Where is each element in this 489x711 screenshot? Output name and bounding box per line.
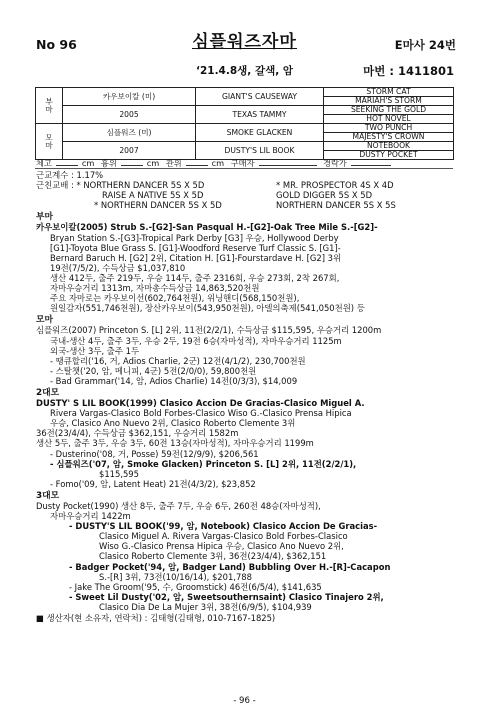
catalog-body [36,170,456,623]
sire-line: 자마우승거리 1313m, 자마총수득상금 14,863,520천원 [50,283,260,294]
gen3-1: STORM CAT [324,88,454,97]
inbreeding-item: * NORTHERN DANCER 5S X 5D [76,180,205,191]
third-dam-line: - DUSTY'S LIL BOOK('99, 암, Notebook) Clasico Accion De Gracias- [69,521,378,532]
birth-info: ‘21.4.8생, 갈색, 암 [195,65,294,77]
dam-name: 심플워즈 (미) [63,124,196,142]
price-blank [351,158,391,166]
horse-title-text: 심플워즈자마 [192,32,297,52]
second-dam-line: $115,595 [99,468,139,479]
gen3-5: TWO PUNCH [324,124,454,133]
sire-dam: TEXAS TAMMY [196,106,324,124]
buyer-blank [259,158,317,166]
dam-section-heading: 모마 [36,315,53,326]
inbreeding-item: GOLD DIGGER 5S X 5D [276,190,373,201]
chest-blank [56,158,78,166]
second-dam-line: Rivera Vargas-Clasico Bold Forbes-Clasico Wiso G.-Clasico Prensa Hipica [50,408,352,419]
gen3-6: MAJESTY'S CROWN [324,133,454,142]
sire-line: Bryan Station S.-[G3]-Tropical Park Derby [G3] 우승, Hollywood Derby [50,232,339,243]
dam-role: 모 마 [36,124,63,160]
page-header [0,0,489,90]
buyer-label: 구매자 [230,158,255,168]
second-dam-line: 36전(23/4/4), 수득상금 $362,151, 우승거리 1582m [36,428,239,439]
cm-label-1: cm [81,158,95,168]
catalog-number: No 96 [36,37,77,52]
dam-line: - 땡큐할리('16, 거, Adios Charlie, 2군) 12전(4/1/2), 230,700천원 [50,355,306,366]
sire-sire: GIANT'S CAUSEWAY [196,88,324,106]
inbreeding-coefficient: 근교계수 : 1.17% [36,170,104,180]
dam-sire: SMOKE GLACKEN [196,124,324,142]
third-dam-line: - Badger Pocket('94, 암, Badger Land) Bubbling Over H.-[R]-Cacapon [69,561,391,572]
page-number: - 96 - [233,696,256,706]
third-dam-line: Clasico Roberto Clemente 3위, 36전(23/4/4), $362,151 [99,551,327,562]
third-dam-line: Dusty Pocket(1990) 생산 8두, 출주 7두, 우승 6두, 260전 48승(자마성적), [36,501,321,511]
dam-line: 심플워즈(2007) Princeton S. [L] 2위, 11전(2/2/1), 수득상금 $115,595, 우승거리 1200m [36,325,382,336]
dam-line: 국내-생산 4두, 출주 3두, 우승 2두, 19전 6승(자마성적), 자마우승거리 1125m [50,335,342,346]
horse-number: 마번 : 1411801 [363,64,454,78]
dam-line: 외국-생산 3두, 출주 1두 [50,345,140,356]
third-dam-line: - Sweet Lil Dusty('02, 암, Sweetsouthernsaint) Clasico Tinajero 2위, [69,591,384,602]
inbreeding-label: 근친교배 : [36,180,77,191]
chest-label: 체고 [36,158,52,168]
inbreeding-item: RAISE A NATIVE 5S X 5D [102,190,204,201]
second-dam-line: - Dusterino('08, 거, Posse) 59전(12/9/9), $206,561 [50,448,259,459]
gen3-8: DUSTY POCKET [324,151,454,160]
dam-line: - 스탈챗('20, 암, 메니피, 4군) 5전(2/0/0), 59,800천원 [50,365,257,376]
gen3-3: SEEKING THE GOLD [324,106,454,115]
producer-info: ■ 생산자(현 소유자, 연락처) : 김태형(김태형, 010-7167-1825) [36,613,276,624]
girth-label: 흉위 [100,158,117,168]
third-dam-line: Wiso G.-Clasico Prensa Hipica 우승, Clasico Ano Nuevo 2위, [99,541,344,552]
sire-line: 원일감자(551,746천원), 장산카우보이(543,950천원), 아델의축제(541,050천원) 등 [50,303,365,314]
divider [35,168,453,169]
sire-year: 2005 [63,106,196,124]
inbreeding-row-1 [36,180,456,190]
second-dam-line: - Fomo('09, 암, Latent Heat) 21전(4/3/2), $23,852 [50,478,256,489]
third-dam-line: 자마우승거리 1422m [50,511,131,522]
dam-line: - Bad Grammar('14, 암, Adios Charlie) 14전(0/3/3), $14,009 [50,375,298,386]
inbreeding-item: * MR. PROSPECTOR 4S X 4D [276,180,394,191]
pedigree-table [35,87,454,160]
second-dam-line: DUSTY' S LIL BOOK(1999) Clasico Accion De Gracias-Clasico Miguel A. [36,398,365,409]
cannon-label: 관위 [165,158,182,168]
price-label: 경락가 [323,158,347,168]
third-dam-line: Clasico Miguel A. Rivera Vargas-Clasico Bold Forbes-Clasico [99,531,348,542]
dam-year: 2007 [63,142,196,160]
sire-line: 카우보이칼(2005) Strub S.-[G2]-San Pasqual H.-[G2]-Oak Tree Mile S.-[G2]- [36,222,378,233]
second-dam-line: 생산 5두, 출주 3두, 우승 3두, 60전 13승(자마성적), 자마우승거리 1199m [36,438,314,449]
third-dam-line: - Jake The Groom('95, 수, Groomstick) 46전(6/5/4), $141,635 [69,581,322,592]
cm-label-3: cm [211,158,225,168]
cannon-blank [186,158,208,166]
measurement-fields [36,158,395,168]
gen3-7: NOTEBOOK [324,142,454,151]
third-dam-line: Clasico Dia De La Mujer 3위, 38전(6/9/5), $104,939 [99,601,312,612]
sire-line: Bernard Baruch H. [G2] 2위, Citation H. [G1]-Fourstardave H. [G2] 3위 [50,252,342,263]
inbreeding-item: * NORTHERN DANCER 5S X 5D [94,200,222,211]
third-dam-heading: 3대모 [36,490,60,501]
second-dam-line: - 심플워즈('07, 암, Smoke Glacken) Princeton S. [L] 2위, 11전(2/2/1), [50,458,357,469]
sire-line: [G1]-Toyota Blue Grass S. [G1]-Woodford Reserve Turf Classic S. [G1]- [50,242,341,253]
sire-line: 19전(7/5/2), 수득상금 $1,037,810 [50,262,186,273]
grade-label: E마사 24번 [394,38,456,52]
sire-line: 생산 412두, 출주 219두, 우승 114두, 출주 2316회, 우승 273회, 2착 267회, [50,272,340,283]
second-dam-heading: 2대모 [36,387,60,398]
sire-section-heading: 부마 [36,212,53,223]
inbreeding-row-2 [36,190,456,200]
gen3-4: HOT NOVEL [324,115,454,124]
sire-role: 부 마 [36,88,63,124]
inbreeding-item: NORTHERN DANCER 5S X 5S [276,200,396,211]
sire-line: 주요 자마로는 카우보이선(602,764천원), 위닝핸디(568,150천원), [50,293,300,304]
second-dam-line: 우승, Clasico Ano Nuevo 2위, Clasico Roberto Clemente 3위 [50,418,296,429]
gen3-2: MARIAH'S STORM [324,97,454,106]
girth-blank [121,158,143,166]
sire-name: 카우보이칼 (미) [63,88,196,106]
cm-label-2: cm [146,158,160,168]
inbreeding-row-3 [36,200,456,210]
third-dam-line: S.-[R] 3위, 73전(10/16/14), $201,788 [99,571,252,582]
dam-dam: DUSTY'S LIL BOOK [196,142,324,160]
